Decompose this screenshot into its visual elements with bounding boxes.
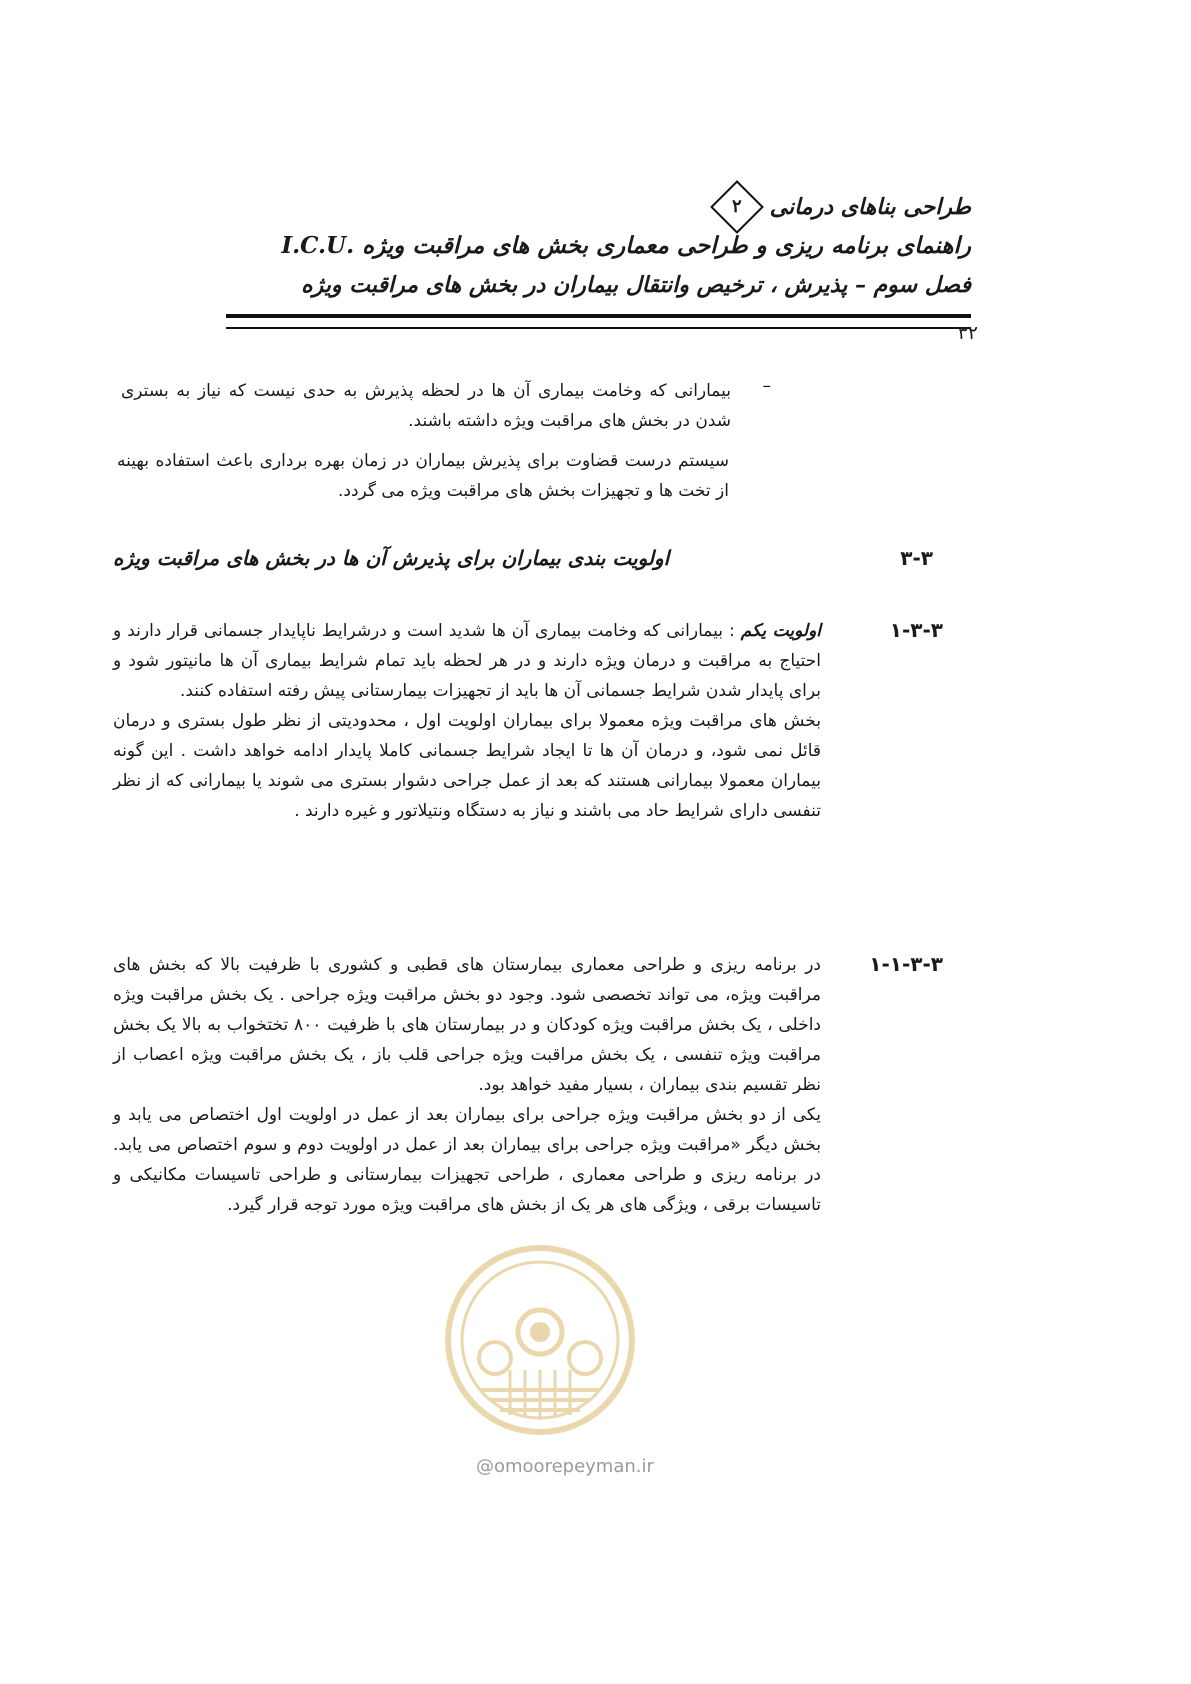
bullet-item (121, 376, 771, 436)
subsection-number: ۱-۳-۳ (889, 618, 943, 642)
section-number: ۳-۳ (900, 546, 933, 570)
watermark-site: @omoorepeyman.ir (476, 1456, 654, 1477)
section-heading (113, 546, 933, 570)
subsection-2 (113, 950, 943, 1220)
subsection-paragraph: در برنامه ریزی و طراحی معماری بیمارستان های قطبی و کشوری با ظرفیت بالا که بخش های مراقبت ویژه، می تواند تخصصی شود. وجود دو بخش مراقبت ویژه جراحی . یک بخش مراقبت ویژه داخلی ، یک بخش مراقبت ویژه کودکان و در بیمارستان های با ظرفیت ۸۰۰ تختخواب به بالا یک بخش مراقبت ویژه تنفسی ، یک بخش مراقبت ویژه جراحی قلب باز ، یک بخش مراقبت ویژه اعصاب از نظر تقسیم بندی بیماران ، بسیار مفید خواهد بود. (113, 955, 821, 1095)
subsection-paragraph: یکی از دو بخش مراقبت ویژه جراحی برای بیماران بعد از عمل در اولویت اول اختصاص می یابد و بخش دیگر «مراقبت ویژه جراحی برای بیماران بعد از عمل در اولویت دوم و سوم اختصاص می یابد. در برنامه ریزی و طراحی معماری ، طراحی تجهیزات بیمارستانی و طراحی تاسیسات مکانیکی و تاسیسات برقی ، ویژگی های هر یک از بخش های مراقبت ویژه مورد توجه قرار گیرد. (113, 1105, 821, 1215)
page-header (211, 188, 971, 329)
header-divider (226, 314, 971, 329)
section-title: اولویت بندی بیماران برای پذیرش آن ها در بخش های مراقبت ویژه (113, 546, 670, 570)
series-line (211, 188, 971, 226)
subsection-number: ۱-۱-۳-۳ (869, 952, 943, 976)
bullet-dash: – (762, 376, 771, 396)
subsection-paragraph (113, 616, 821, 706)
subsection-paragraph-text: : بیمارانی که وخامت بیماری آن ها شدید است و درشرایط ناپایدار جسمانی قرار دارند و احتیاج به مراقبت و درمان ویژه دارند و در هر لحظه باید تمام شرایط بیماری آن ها مانیتور شود و برای پایدار شدن شرایط جسمانی آن ها باید از تجهیزات بیمارستانی پیش رفته استفاده کنند. (113, 621, 821, 701)
subsection-content (113, 616, 821, 826)
subsection-paragraph: بخش های مراقبت ویژه معمولا برای بیماران اولویت اول ، محدودیتی از نظر طول بستری و درمان قائل نمی شود، و درمان آن ها تا ایجاد شرایط جسمانی کاملا پایدار ادامه خواهد داشت . این گونه بیماران معمولا بیمارانی هستند که بعد از عمل جراحی دشوار بستری می شوند یا بیمارانی که از نظر تنفسی دارای شرایط حاد می باشند و نیاز به دستگاه ونتیلاتور و غیره دارند . (113, 711, 821, 821)
intro-paragraph: سیستم درست قضاوت برای پذیرش بیماران در زمان بهره برداری باعث استفاده بهینه از تخت ها و تجهیزات بخش های مراقبت ویژه می گردد. (117, 451, 729, 501)
series-number: ۲ (731, 196, 742, 218)
subsection-content (113, 950, 821, 1220)
bullet-text: بیمارانی که وخامت بیماری آن ها در لحظه پذیرش به حدی نیست که نیاز به بستری شدن در بخش های مراقبت ویژه داشته باشند. (121, 381, 731, 431)
book-title: راهنمای برنامه ریزی و طراحی معماری بخش های مراقبت ویژه .I.C.U (281, 232, 971, 259)
series-title: طراحی بناهای درمانی (769, 194, 971, 220)
watermark-seal (440, 1240, 640, 1440)
chapter-title: فصل سوم – پذیرش ، ترخیص وانتقال بیماران در بخش های مراقبت ویژه (301, 272, 971, 298)
page-number: ۳۲ (957, 322, 978, 344)
subsection-1 (113, 616, 943, 826)
subsection-lead: اولویت یکم (740, 621, 821, 641)
